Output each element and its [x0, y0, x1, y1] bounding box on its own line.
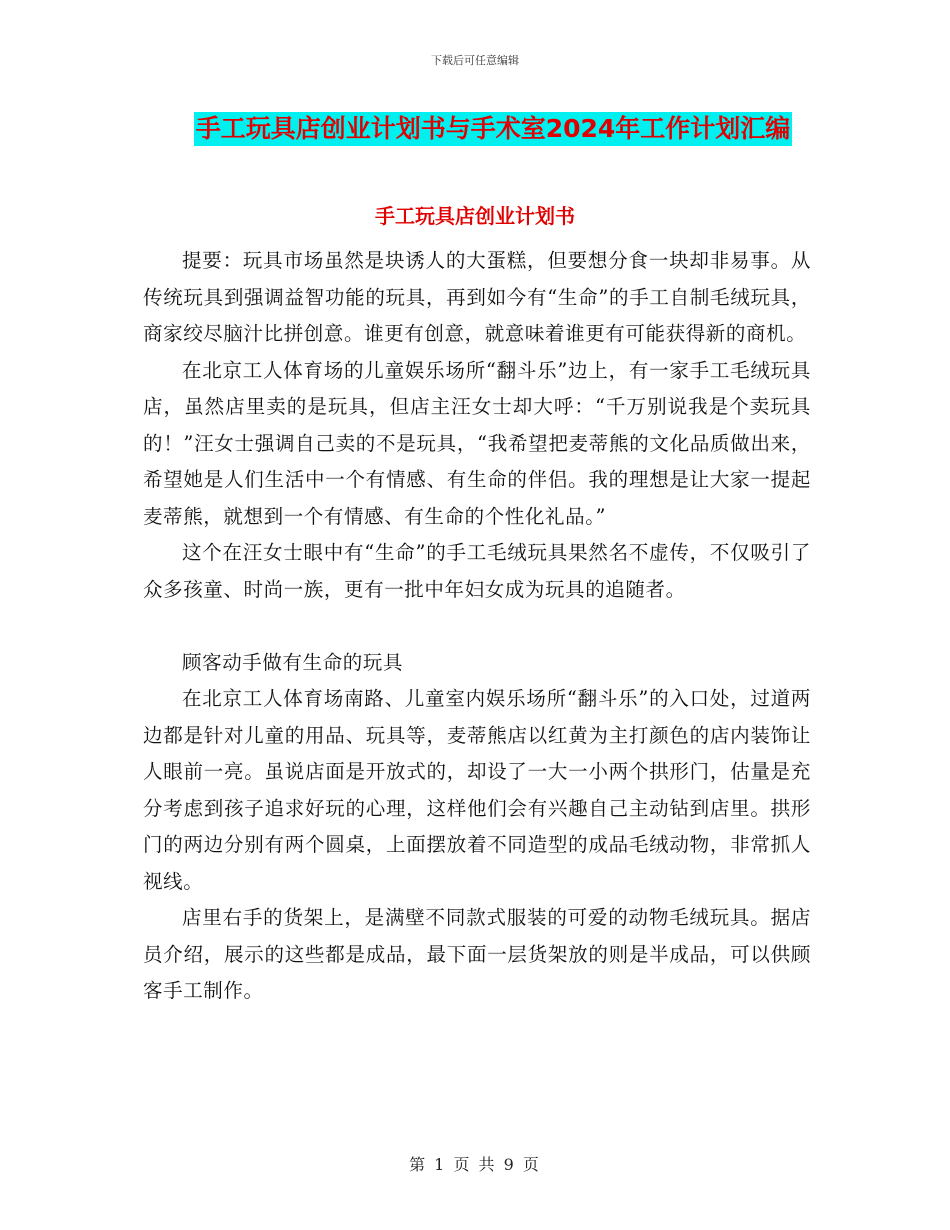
- subheading: 顾客动手做有生命的玩具: [182, 650, 404, 674]
- paragraph: 这个在汪女士眼中有“生命”的手工毛绒玩具果然名不虚传，不仅吸引了众多孩童、时尚一族，更有一批中年妇女成为玩具的追随者。: [143, 541, 811, 601]
- paragraph: 店里右手的货架上，是满壁不同款式服装的可爱的动物毛绒玩具。据店员介绍，展示的这些都是成品，最下面一层货架放的则是半成品，可以供顾客手工制作。: [143, 906, 811, 1002]
- paragraph: 在北京工人体育场的儿童娱乐场所“翻斗乐”边上，有一家手工毛绒玩具店，虽然店里卖的是玩具，但店主汪女士却大呼：“千万别说我是个卖玩具的！”汪女士强调自己卖的不是玩具，“我希望把麦蒂熊的文化品质做出来，希望她是人们生活中一个有情感、有生命的伴侣。我的理想是让大家一提起麦蒂熊，就想到一个有情感、有生命的个性化礼品。”: [143, 358, 811, 528]
- page-header-note: 下载后可任意编辑: [431, 54, 519, 67]
- paragraph-spacer: [143, 608, 811, 645]
- paragraph: 在北京工人体育场南路、儿童室内娱乐场所“翻斗乐”的入口处，过道两边都是针对儿童的用品、玩具等，麦蒂熊店以红黄为主打颜色的店内装饰让人眼前一亮。虽说店面是开放式的，却设了一大一小两个拱形门，估量是充分考虑到孩子追求好玩的心理，这样他们会有兴趣自己主动钻到店里。拱形门的两边分别有两个圆桌，上面摆放着不同造型的成品毛绒动物，非常抓人视线。: [143, 687, 811, 893]
- page-number: 第 1 页 共 9 页: [409, 1155, 541, 1174]
- document-title-text: 手工玩具店创业计划书与手术室2024年工作计划汇编: [194, 112, 793, 146]
- document-body: [143, 243, 811, 1010]
- section-title: 手工玩具店创业计划书: [375, 204, 575, 228]
- paragraph: 提要：玩具市场虽然是块诱人的大蛋糕，但要想分食一块却非易事。从传统玩具到强调益智功能的玩具，再到如今有“生命”的手工自制毛绒玩具，商家绞尽脑汁比拼创意。谁更有创意，就意味着谁更有可能获得新的商机。: [143, 249, 811, 345]
- document-title: [0, 112, 950, 151]
